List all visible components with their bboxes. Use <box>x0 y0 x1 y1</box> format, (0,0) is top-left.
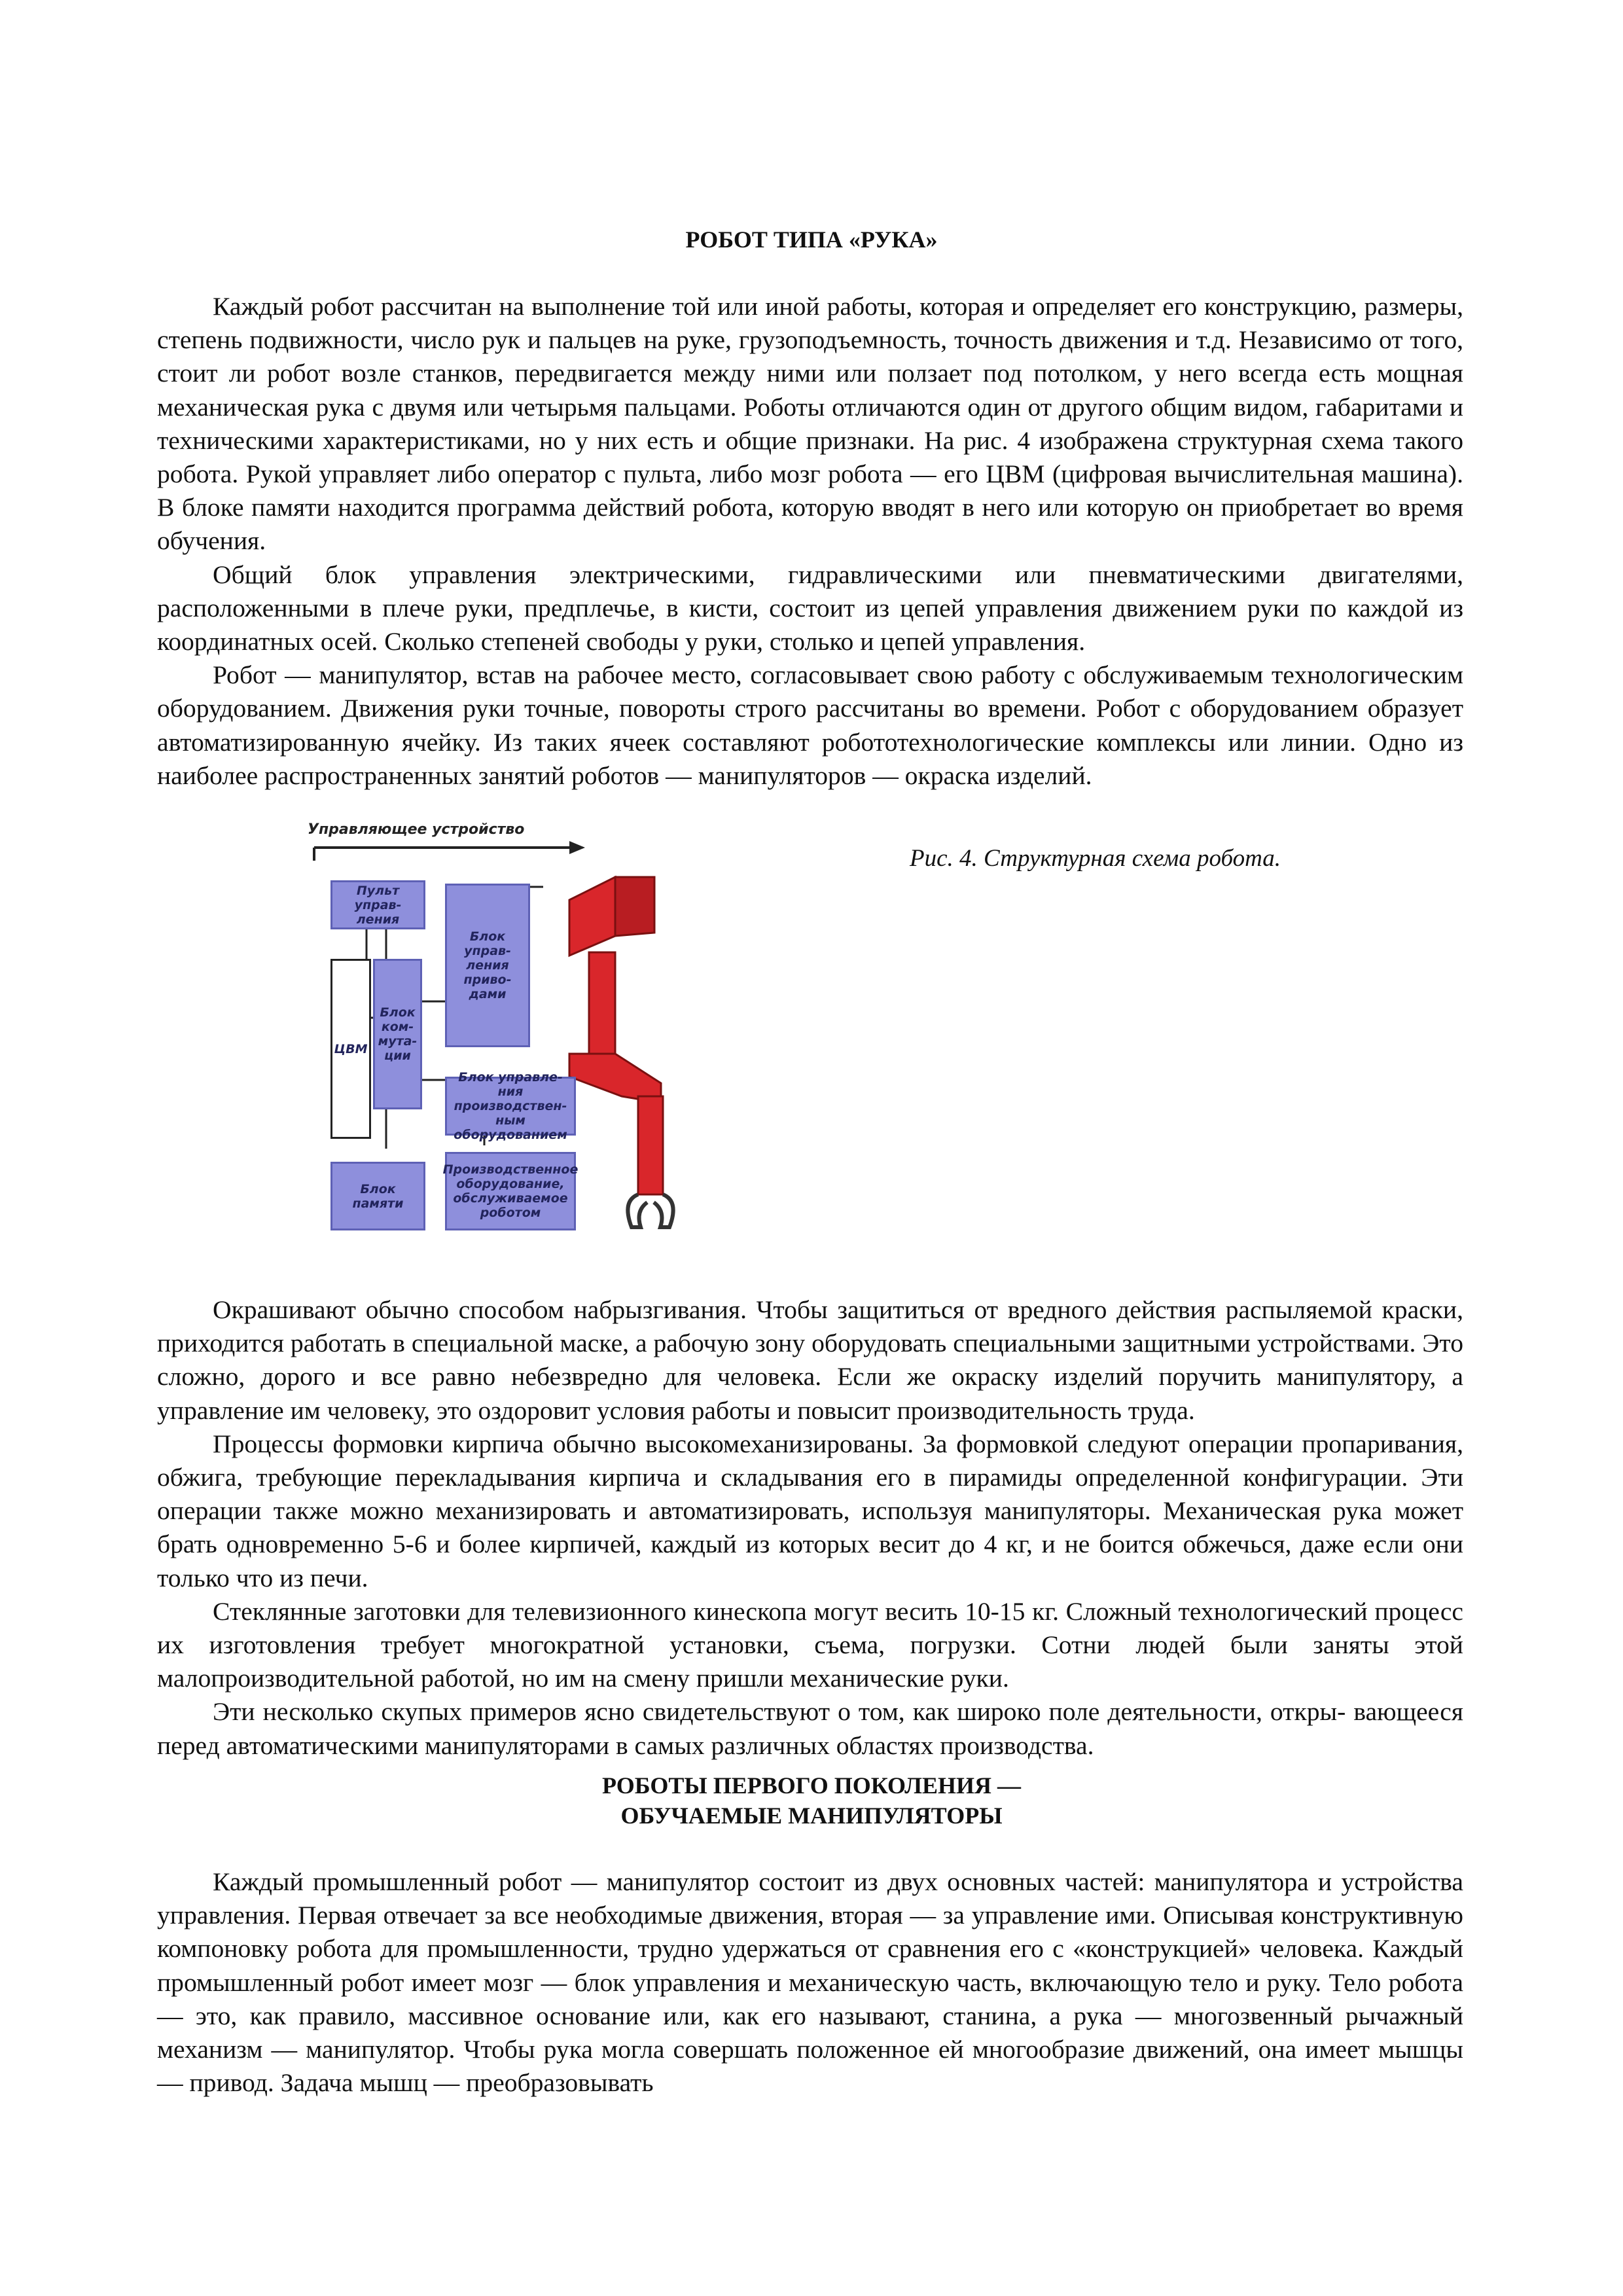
paragraph: Робот — манипулятор, встав на рабочее место, согласовывает свою работу с обслуживаемым технологическим оборудованием. Движения руки точные, повороты строго рассчитаны во времени. Робот с оборудованием образует автоматизированную ячейку. Из таких ячеек составляют робототехнологические комплексы или линии. Одно из наиболее распространенных занятий роботов — манипуляторов — окраска изделий. <box>157 660 1463 790</box>
figure-caption: Рис. 4. Структурная схема робота. <box>910 845 1281 872</box>
paragraph: Эти несколько скупых примеров ясно свидетельствуют о том, как широко поле деятельности, откры- вающееся перед автоматическими манипуляторами в самых различных областях производства. <box>157 1697 1463 1760</box>
paragraph: Процессы формовки кирпича обычно высокомеханизированы. За формовкой следуют операции пропаривания, обжига, требующие перекладывания кирпича и складывания его в пирамиды определенной конфигурации. Эти операции также можно механизировать и автоматизировать, используя манипуляторы. Механическая рука может брать одновременно 5-6 и более кирпичей, каждый из которых весит до 4 кг, и не боится обжечься, даже если они только что из печи. <box>157 1429 1463 1592</box>
section2-text <box>157 1865 1463 2100</box>
section1-text <box>157 290 1463 793</box>
section-title-line: РОБОТЫ ПЕРВОГО ПОКОЛЕНИЯ — <box>602 1772 1021 1799</box>
section1b-text <box>157 1293 1463 1763</box>
paragraph: Каждый робот рассчитан на выполнение той или иной работы, которая и определяет его конструкцию, размеры, степень подвижности, число рук и пальцев на руке, грузоподъемность, точность движения и т.д. Независимо от того, стоит ли робот возле станков, передвигается между ними или ползает под потолком, у него всегда есть мощная механическая рука с двумя или четырьмя пальцами. Роботы отличаются один от другого общим видом, габаритами и техническими характеристиками, но у них есть и общие признаки. На рис. 4 изображена структурная схема такого робота. Рукой управляет либо оператор с пульта, либо мозг робота — его ЦВМ (цифровая вычислительная машина). В блоке памяти находится программа действий робота, которую вводят в него или которую он приобретает во время обучения. <box>157 292 1463 556</box>
block-switching: Блок ком- мута- ции <box>373 959 422 1109</box>
block-control-panel: Пульт управ- ления <box>330 880 425 929</box>
block-production-equipment: Производственное оборудование, обслуживаемое роботом <box>445 1152 576 1230</box>
section-title-line: ОБУЧАЕМЫЕ МАНИПУЛЯТОРЫ <box>620 1803 1003 1829</box>
section-title-robot-arm: РОБОТ ТИПА «РУКА» <box>685 226 938 253</box>
paragraph: Общий блок управления электрическими, гидравлическими или пневматическими двигателями, расположенными в плече руки, предплечье, в кисти, состоит из цепей управления движением руки по каждой из координатных осей. Сколько степеней свободы у руки, столько и цепей управления. <box>157 560 1463 656</box>
paragraph: Стеклянные заготовки для телевизионного кинескопа могут весить 10-15 кг. Сложный технологический процесс их изготовления требует многократной установки, съема, погрузки. Сотни людей были заняты этой малопроизводительной работой, но им на смену пришли механические руки. <box>157 1596 1463 1693</box>
block-memory: Блок памяти <box>330 1162 425 1230</box>
block-cvm: ЦВМ <box>330 959 371 1139</box>
block-drive-control: Блок управ- ления приво- дами <box>445 884 530 1047</box>
paragraph: Окрашивают обычно способом набрызгивания. Чтобы защититься от вредного действия распыляемой краски, приходится работать в специальной маске, а рабочую зону оборудовать специальными защитными устройствами. Это сложно, дорого и все равно небезвредно для человека. Если же окраску изделий поручить манипулятору, а управление им человеку, это оздоровит условия работы и повысит производительность труда. <box>157 1295 1463 1425</box>
robot-structure-diagram <box>308 821 713 1240</box>
control-device-label: Управляющее устройство <box>308 821 525 838</box>
section-title-first-generation <box>157 1770 1466 1831</box>
block-production-equipment-control: Блок управле- ния производствен- ным оборудованием <box>445 1077 576 1136</box>
paragraph: Каждый промышленный робот — манипулятор состоит из двух основных частей: манипулятора и устройства управления. Первая отвечает за все необходимые движения, вторая — за управление ими. Описывая конструктивную компоновку робота для промышленности, трудно удержаться от сравнения его с «конструкцией» человека. Каждый промышленный робот имеет мозг — блок управления и механическую часть, включающую тело и руку. Тело робота — это, как правило, массивное основание или, как его называют, станина, а рука — многозвенный рычажный механизм — манипулятор. Чтобы рука могла совершать положенное ей многообразие движений, она имеет мышцы — привод. Задача мышц — преобразовывать <box>157 1867 1463 2098</box>
